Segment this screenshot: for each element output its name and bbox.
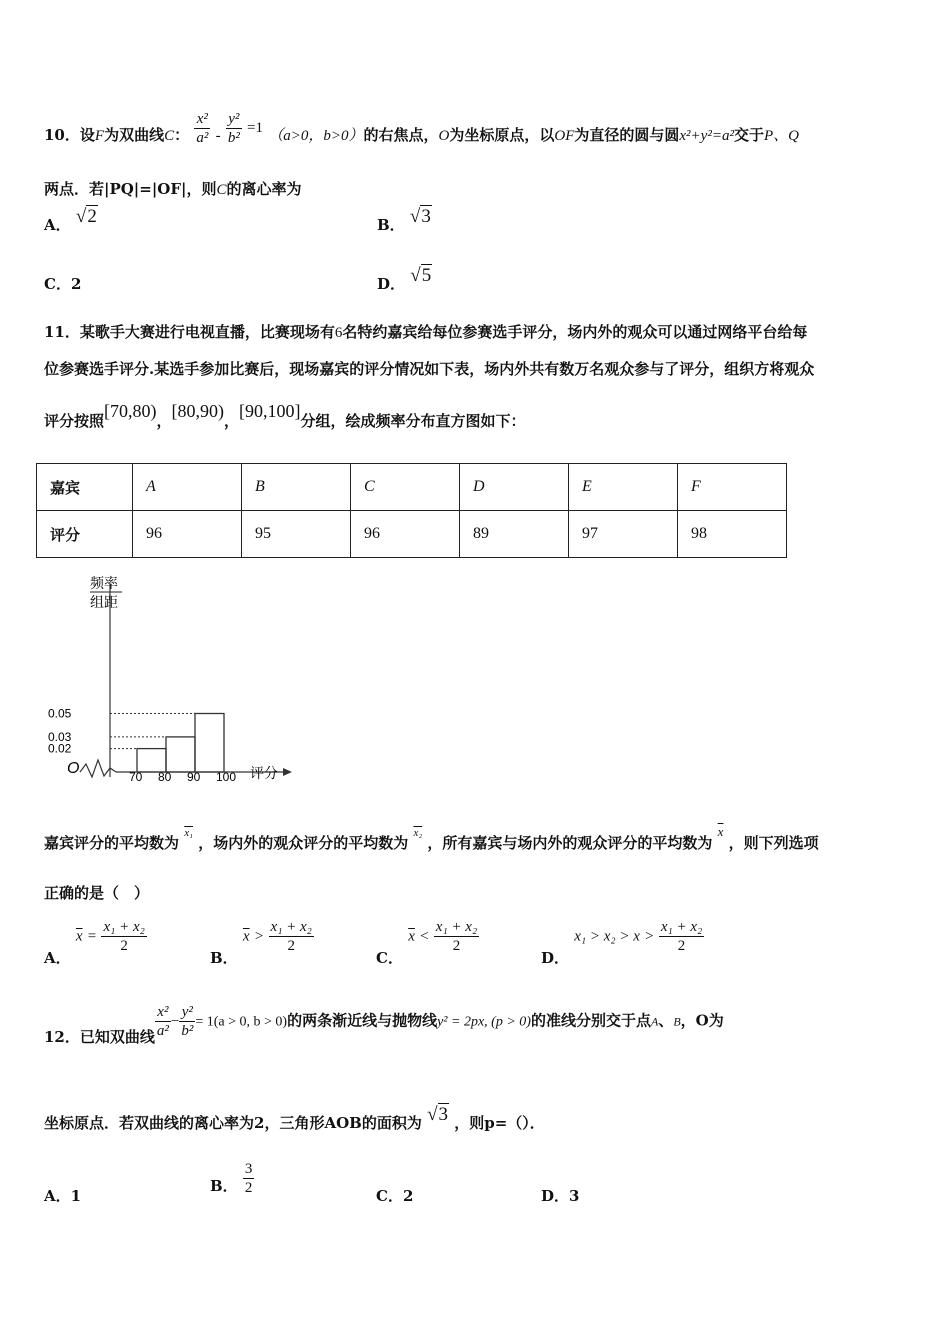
table-cell: C xyxy=(351,464,460,511)
q11-line1: 11．某歌手大赛进行电视直播，比赛现场有6名特约嘉宾给每位参赛选手评分，场内外的观众可以通过网络平台给每 xyxy=(44,323,808,341)
q12-option-c[interactable]: C．2 xyxy=(376,1187,414,1205)
table-cell: 98 xyxy=(678,511,787,558)
histogram-bar xyxy=(166,737,195,772)
y-tick-label: 0.05 xyxy=(48,706,72,721)
x-axis-arrow-icon xyxy=(283,768,292,776)
table-cell: 96 xyxy=(133,511,242,558)
table-cell: A xyxy=(133,464,242,511)
q10-option-a[interactable]: A． √2 xyxy=(44,206,97,234)
table-cell: 89 xyxy=(460,511,569,558)
x-tick-label: 80 xyxy=(158,770,172,784)
table-cell: 95 xyxy=(242,511,351,558)
table-cell: B xyxy=(242,464,351,511)
table-row xyxy=(37,511,787,558)
q10-option-b[interactable]: B． √3 xyxy=(377,206,431,234)
table-cell: E xyxy=(569,464,678,511)
q12-line1: 12．已知双曲线 $\frac{\text{x²}}{\text{a²}}$ − $\frac{\text{y²}}{\text{b²}}$ = 1(a > 0, b > 0)的两条渐近线与抛物线y² = 2px, (p > 0)的准线分别交于点A、B，O为 xyxy=(44,1004,724,1046)
q10-line2: 两点．若|PQ|=|OF|，则C的离心率为 xyxy=(44,180,302,198)
q10-frac-y: $\frac{\text{y²}}{\text{b²}}$ xyxy=(227,110,240,146)
q11-line5: 正确的是（ ） xyxy=(44,884,150,902)
q11-line3: 评分按照[70,80)，[80,90)，[90,100]分组，绘成频率分布直方图如下： xyxy=(44,401,526,430)
table-row xyxy=(37,464,787,511)
y-axis-label-bottom: 组距 xyxy=(90,594,118,610)
origin-label: O xyxy=(67,760,80,777)
y-tick-label: 0.02 xyxy=(48,741,72,756)
q10-option-d[interactable]: D． √5 xyxy=(377,265,432,293)
sqrt-icon: √5 xyxy=(410,265,432,286)
x-tick-label: 100 xyxy=(216,770,237,784)
histogram-bar xyxy=(137,749,166,772)
table-cell: 96 xyxy=(351,511,460,558)
q11-option-c[interactable]: C． $\overline{x}$ < $\frac{\text{x₁ + x₂}}{2}$ xyxy=(376,919,478,967)
q11-option-b[interactable]: B． $\overline{x}$ > $\frac{\text{x₁ + x₂}}{2}$ xyxy=(210,919,312,967)
x-axis-label: 评分 xyxy=(250,765,278,781)
q11-option-a[interactable]: A． $\overline{x}$ = $\frac{\text{x₁ + x₂}}{2}$ xyxy=(44,919,145,967)
y-axis-label-top: 频率 xyxy=(90,575,118,591)
q12-option-a[interactable]: A．1 xyxy=(44,1187,82,1205)
histogram-bar xyxy=(195,714,224,773)
x-tick-label: 90 xyxy=(187,770,201,784)
x-tick-label: 70 xyxy=(129,770,143,784)
q12-option-d[interactable]: D．3 xyxy=(541,1187,580,1205)
frequency-histogram xyxy=(40,572,310,787)
q10-line1: 10．设F为双曲线C： $\frac{\text{x²}}{\text{a²}}$ - $\frac{\text{y²}}{\text{b²}}$ =1 （a>0，b>0）的右焦点，O为坐标原点，以OF为直径的圆与圆x²+y²=a²交于P、Q xyxy=(44,110,799,146)
table-header-cell: 嘉宾 xyxy=(37,464,133,511)
q10-option-c[interactable]: C．2 xyxy=(44,275,82,293)
q12-option-b[interactable]: B． $\frac{3}{2}$ xyxy=(210,1161,253,1196)
y-tick-label: 0.03 xyxy=(48,729,72,744)
judges-score-table xyxy=(36,463,787,558)
sqrt-icon: √2 xyxy=(75,206,97,227)
q10-frac-x: $\frac{\text{x²}}{\text{a²}}$ xyxy=(196,110,209,146)
q11-line4: 嘉宾评分的平均数为 $^{x_1}$ ，场内外的观众评分的平均数为 $^{x_2}$ ，所有嘉宾与场内外的观众评分的平均数为 $\overline{x}$ ，则下列选项 xyxy=(44,824,819,852)
q12-line2: 坐标原点．若双曲线的离心率为2，三角形AOB的面积为 √3 ，则p=（）． xyxy=(44,1104,545,1132)
table-cell: F xyxy=(678,464,787,511)
table-header-cell: 评分 xyxy=(37,511,133,558)
q11-line2: 位参赛选手评分.某选手参加比赛后，现场嘉宾的评分情况如下表，场内外共有数万名观众参与了评分，组织方将观众 xyxy=(44,360,815,378)
table-cell: 97 xyxy=(569,511,678,558)
table-cell: D xyxy=(460,464,569,511)
q11-option-d[interactable]: D． x₁ > x₂ > x > $\frac{\text{x₁ + x₂}}{2}$ xyxy=(541,919,703,967)
sqrt-icon: √3 xyxy=(427,1104,448,1125)
sqrt-icon: √3 xyxy=(409,206,431,227)
